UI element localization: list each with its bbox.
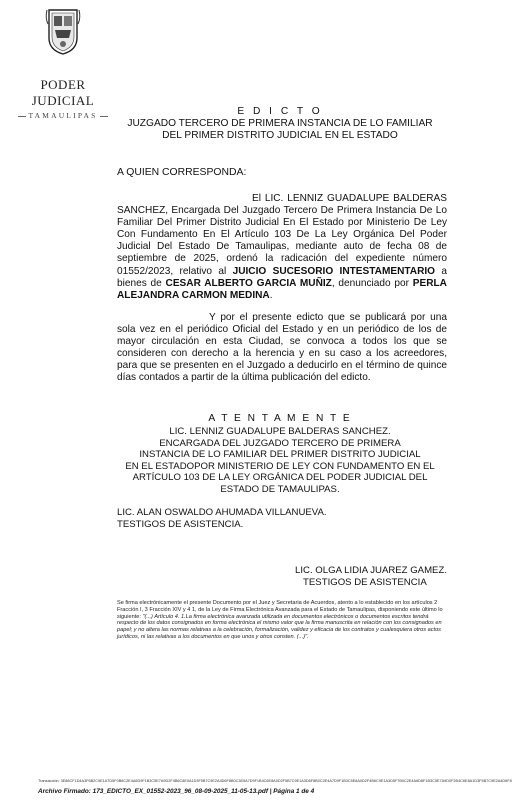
- court-logo: [8, 4, 118, 120]
- coat-of-arms-icon: [45, 8, 81, 56]
- signature-line: ENCARGADA DEL JUZGADO TERCERO DE PRIMERA: [159, 437, 401, 449]
- paragraph-1: El LIC. LENNIZ GUADALUPE BALDERAS SANCHEZ, Encargada Del Juzgado Tercero De Primera Instancia De Lo Familiar Del Primer Distrito Judicial En El Estado por Ministerio De Ley Con Fundamento En El Artículo 103 De La Ley Orgánica Del Poder Judicial Del Estado De Tamaulipas, mediante auto de fecha 08 de septiembre de 2025, ordenó la radicación del expediente número 01552/2023, relativo al JUICIO SUCESORIO INTESTAMENTARIO a bienes de CESAR ALBERTO GARCIA MUÑIZ, denunciado por PERLA ALEJANDRA CARMON MEDINA.: [117, 193, 447, 301]
- org-state: TAMAULIPAS: [8, 111, 118, 120]
- witness-1: [117, 507, 327, 530]
- signed-file-footer: Archivo Firmado: 173_EDICTO_EX_01552-2023_96_08-09-2025_11-05-13.pdf | Página 1 de 4: [38, 788, 315, 795]
- signature-title: A T E N T A M E N T E: [208, 413, 352, 424]
- witness-role: TESTIGOS DE ASISTENCIA.: [117, 518, 244, 530]
- signature-line: ARTÍCULO 103 DE LA LEY ORGÁNICA DEL PODER JUDICIAL DEL: [132, 472, 428, 484]
- org-name: PODER JUDICIAL: [31, 77, 95, 108]
- witness-role: TESTIGOS DE ASISTENCIA: [303, 576, 427, 588]
- paragraph-2: Y por el presente edicto que se publicará por una sola vez en el periódico Oficial del Estado y en un periódico de los de mayor circulación en esta Ciudad, se convoca a todos los que se consideren con derecho a la herencia y en su caso a los acreedores, para que se presenten en el Juzgado a deducirlo en el término de quince días contados a partir de la última publicación del edicto.: [117, 312, 447, 384]
- document-title: E D I C T O: [237, 106, 323, 117]
- addressee: A QUIEN CORRESPONDA:: [117, 167, 247, 178]
- signature-line: ESTADO DE TAMAULIPAS.: [220, 483, 340, 495]
- witness-name: LIC. ALAN OSWALDO AHUMADA VILLANUEVA.: [117, 507, 327, 518]
- signature-line: LIC. LENNIZ GUADALUPE BALDERAS SANCHEZ.: [169, 426, 391, 437]
- court-line-2: DEL PRIMER DISTRITO JUDICIAL EN EL ESTADO: [162, 130, 398, 141]
- court-heading: [110, 118, 450, 142]
- witness-name: LIC. OLGA LIDIA JUAREZ GAMEZ.: [295, 565, 447, 576]
- signature-line: INSTANCIA DE LO FAMILIAR DEL PRIMER DISTRITO JUDICIAL: [139, 449, 421, 461]
- signature-line: EN EL ESTADOPOR MINISTERIO DE LEY CON FUNDAMENTO EN EL: [125, 460, 435, 472]
- witness-2: [295, 565, 447, 588]
- court-line-1: JUZGADO TERCERO DE PRIMERA INSTANCIA DE LO FAMILIAR: [127, 118, 433, 129]
- signature-block: [110, 426, 450, 496]
- electronic-signature-note: Se firma electrónicamente el presente Documento por el Juez y Secretaria de Acuerdos, atento a lo establecido en los artículos 2 Fracción I, 3 Fracción XIV y 4 1, de la Ley de Firma Electrónica Avanzada para el Estado de Tamaulipas, disponiendo este último lo siguiente: "(...) Artículo 4. 1.La firma electrónica avanzada utilizada en documentos electrónicos o documentos escritos tendrá respecto de los datos consignados en forma electrónica el mismo valor que la firma manuscrita en relación con los consignados en papel; y no altera las normas relativas a la celebración, formalización, validez y eficacia de los contratos y cualesquiera otros actos jurídicos, ni las relativas a los documentos en que unos y otros consten. (...)".: [117, 600, 443, 640]
- transaction-code: Transacción: 3E88CF1D4A3F6B2C9E1A7D5F0B8C2E4A6D9F1B3C5E7A9D2F4B6C8E0A1D3F5B7C9E2A4D6F8B0C3E5A7D9F1B4C6E8A0D2F5B7C9E1A3D6F8B0C2E4A7D9F1B3C5E8A0D2F4B6C9E1A3D5F7B0C2E4A6D8F1B3C5E7A9D0F2B4C6E8A1D3F5B7C9E2A4D6F8: [38, 779, 512, 783]
